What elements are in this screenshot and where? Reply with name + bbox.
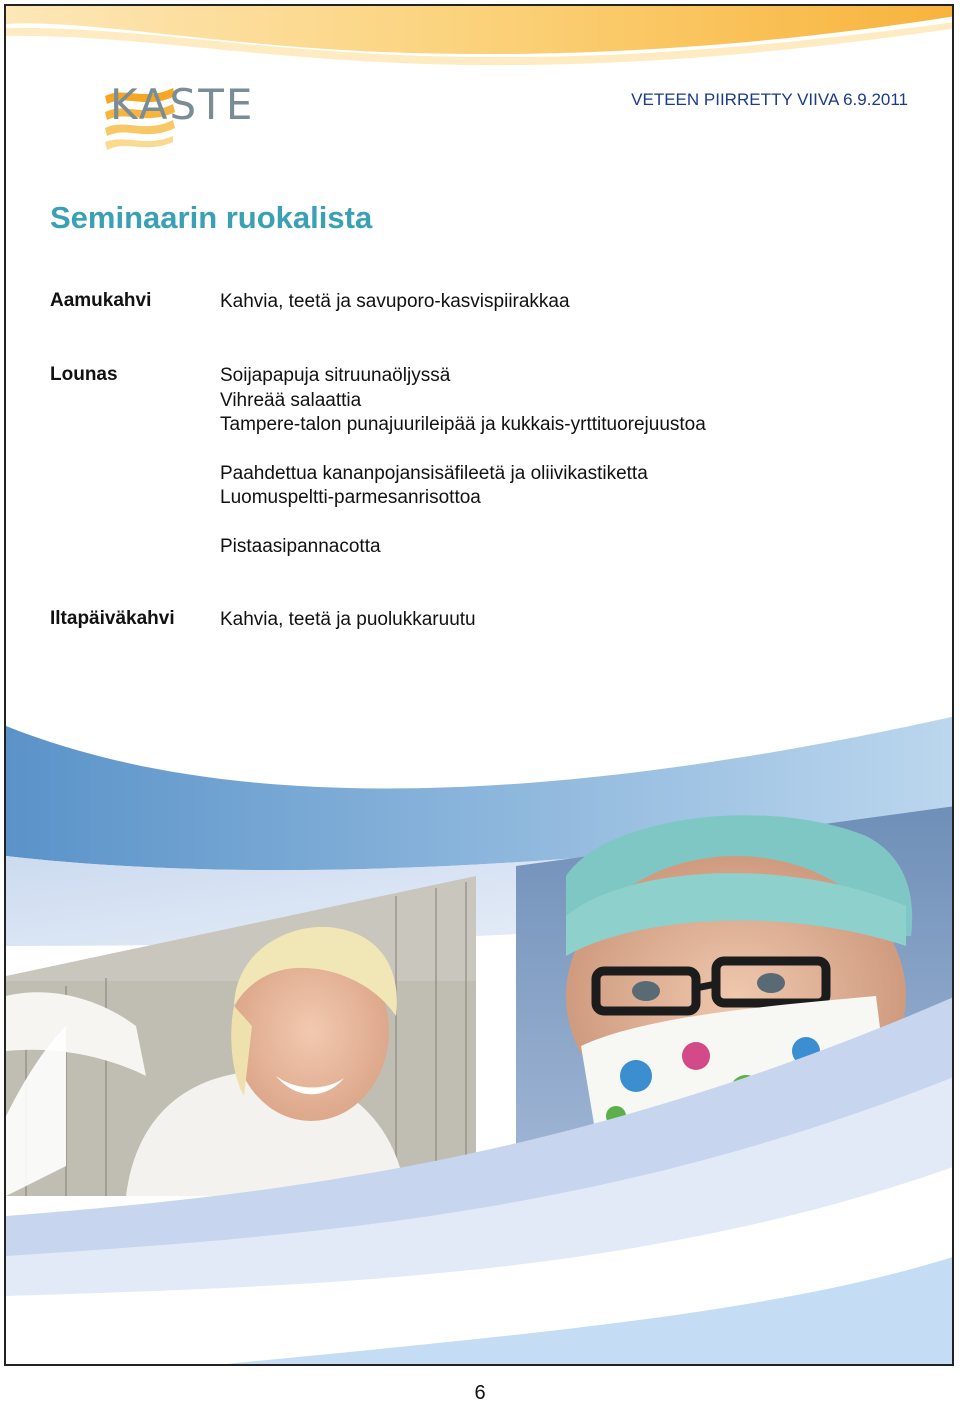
page-title: Seminaarin ruokalista <box>50 200 373 235</box>
menu-item: Paahdettua kananpojansisäfileetä ja oliivikastiketta <box>220 462 648 484</box>
menu-label-lunch: Lounas <box>50 364 118 385</box>
menu-item: Tampere-talon punajuurileipää ja kukkais-yrttituorejuustoa <box>220 414 706 435</box>
menu-item: Vihreää salaattia <box>220 389 362 411</box>
menu-items-afternoon <box>220 608 476 633</box>
menu-item: Soijapapuja sitruunaöljyssä <box>220 365 451 386</box>
menu-label-afternoon: Iltapäiväkahvi <box>50 608 175 629</box>
menu-items-morning <box>220 290 570 315</box>
kaste-logo-text: KASTE <box>110 80 255 129</box>
page-frame <box>4 4 954 1366</box>
menu-label-morning: Aamukahvi <box>50 290 152 311</box>
top-wave-decoration <box>6 6 954 86</box>
decorative-photo-collage <box>6 696 954 1366</box>
menu-item: Kahvia, teetä ja savuporo-kasvispiirakkaa <box>220 291 570 312</box>
menu-item: Pistaasipannacotta <box>220 535 381 557</box>
menu-items-lunch <box>220 364 706 559</box>
event-title-date: VETEEN PIIRRETTY VIIVA 6.9.2011 <box>631 90 908 109</box>
menu-item: Kahvia, teetä ja puolukkaruutu <box>220 609 476 630</box>
menu-item: Luomuspeltti-parmesanrisottoa <box>220 487 481 508</box>
page-number: 6 <box>474 1382 486 1404</box>
